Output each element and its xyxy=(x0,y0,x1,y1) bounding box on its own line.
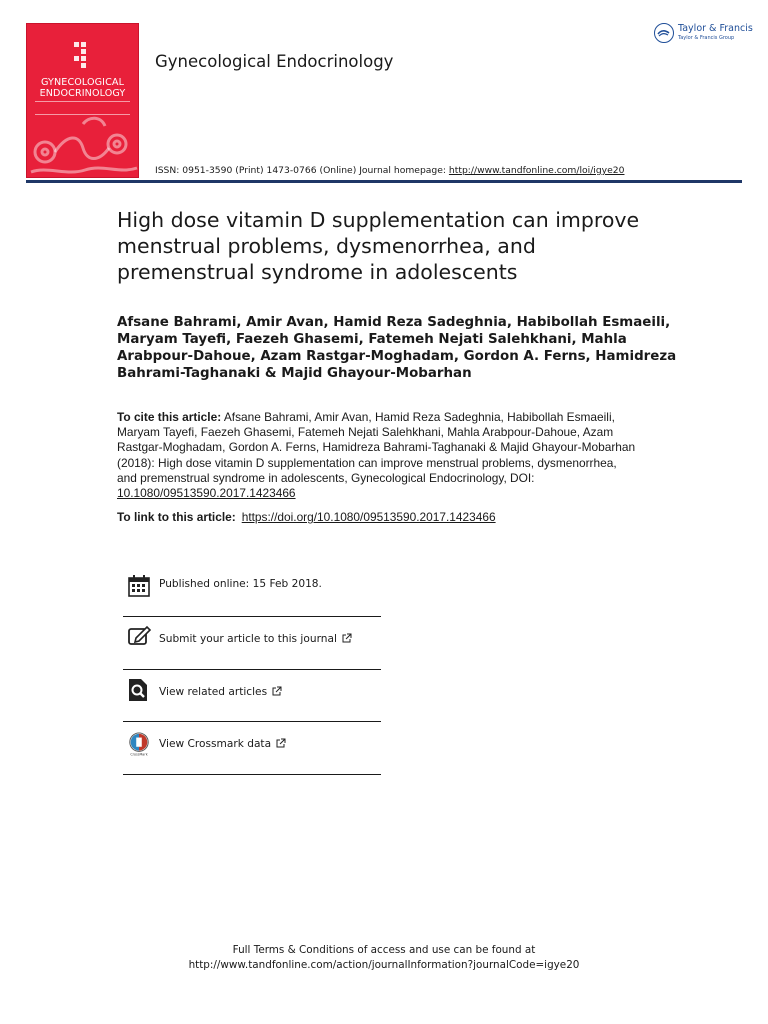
article-doi-url-link[interactable]: https://doi.org/10.1080/09513590.2017.1423466 xyxy=(241,510,496,524)
issn-text: ISSN: 0951-3590 (Print) 1473-0766 (Online) Journal homepage: xyxy=(155,165,449,176)
search-document-icon xyxy=(127,678,151,702)
related-articles-row[interactable] xyxy=(123,670,381,722)
crossmark-label: View Crossmark data xyxy=(159,738,272,750)
submit-article-link[interactable] xyxy=(159,633,352,645)
footer-terms-url[interactable]: http://www.tandfonline.com/action/journalInformation?journalCode=igye20 xyxy=(188,959,580,971)
citation-block xyxy=(117,410,637,501)
publisher-logo xyxy=(654,22,753,48)
issn-line xyxy=(155,165,624,176)
cover-logo-mark xyxy=(74,42,92,74)
cover-title-line2: ENDOCRINOLOGY xyxy=(39,88,126,99)
header-rule xyxy=(26,180,742,183)
submit-article-label: Submit your article to this journal xyxy=(159,633,337,645)
publisher-name: Taylor & Francis xyxy=(678,23,753,34)
submit-article-row[interactable] xyxy=(123,618,381,670)
external-link-icon xyxy=(272,686,282,696)
article-link-label: To link to this article: xyxy=(117,510,236,524)
external-link-icon xyxy=(276,738,286,748)
calendar-icon xyxy=(127,574,151,598)
external-link-icon xyxy=(342,633,352,643)
related-articles-label: View related articles xyxy=(159,686,268,698)
journal-cover xyxy=(26,23,139,178)
publisher-logo-icon xyxy=(654,23,674,43)
related-articles-link[interactable] xyxy=(159,686,282,698)
publisher-group: Taylor & Francis Group xyxy=(678,35,735,41)
journal-name: Gynecological Endocrinology xyxy=(155,52,394,71)
cover-swirl-pattern xyxy=(27,114,139,178)
published-online-row xyxy=(123,565,381,617)
crossmark-link[interactable] xyxy=(159,738,286,750)
footer xyxy=(0,943,768,973)
edit-icon xyxy=(127,624,151,648)
footer-terms-text: Full Terms & Conditions of access and use can be found at xyxy=(232,944,536,956)
published-online-text: Published online: 15 Feb 2018. xyxy=(159,578,322,590)
article-title: High dose vitamin D supplementation can improve menstrual problems, dysmenorrhea, and premenstrual syndrome in adolescents xyxy=(117,208,640,284)
crossmark-icon xyxy=(127,732,151,756)
citation-label: To cite this article: xyxy=(117,410,222,424)
article-link-line xyxy=(117,510,496,524)
journal-homepage-link[interactable]: http://www.tandfonline.com/loi/igye20 xyxy=(448,165,625,176)
citation-doi-link[interactable]: 10.1080/09513590.2017.1423466 xyxy=(117,486,296,501)
cover-title-line1: GYNECOLOGICAL xyxy=(40,77,125,88)
article-authors: Afsane Bahrami, Amir Avan, Hamid Reza Sadeghnia, Habibollah Esmaeili, Maryam Tayefi, Faezeh Ghasemi, Fatemeh Nejati Salehkhani, Mahla Arabpour-Dahoue, Azam Rastgar-Moghadam, Gordon A. Ferns, Hamidreza Bahrami-Taghanaki & Majid Ghayour-Mobarhan xyxy=(117,315,677,381)
citation-text: Afsane Bahrami, Amir Avan, Hamid Reza Sadeghnia, Habibollah Esmaeili, Maryam Tayefi, Faezeh Ghasemi, Fatemeh Nejati Salehkhani, Mahla Arabpour-Dahoue, Azam Rastgar-Moghadam, Gordon A. Ferns, Hamidreza Bahrami-Taghanaki & Majid Ghayour-Mobarhan (2018): High dose vitamin D supplementation can improve menstrual problems, dysmenorrhea, and premenstrual syndrome in adolescents, Gynecological Endocrinology, DOI: xyxy=(117,410,636,485)
crossmark-badge-label: CrossMark xyxy=(130,752,148,756)
cover-subtitle-band xyxy=(35,101,130,115)
crossmark-row[interactable] xyxy=(123,723,381,775)
